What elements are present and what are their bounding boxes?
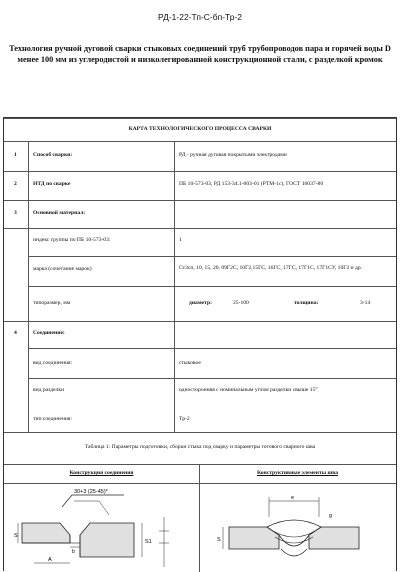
- card-title: КАРТА ТЕХНОЛОГИЧЕСКОГО ПРОЦЕССА СВАРКИ: [128, 126, 272, 132]
- row-number: 2: [14, 181, 17, 187]
- divider: [28, 348, 396, 349]
- joint-type-label: вид соединения:: [33, 360, 73, 366]
- ntd-value: ПБ 10-573-03, РД 153-34.1-003-01 (РТМ-1с), ГОСТ 16037-80: [179, 181, 324, 187]
- s1-label: S1: [145, 539, 152, 545]
- document-code: РД-1-22-Тп-С-бп-Тр-2: [157, 12, 243, 22]
- table-caption: Таблица 1: Параметры подготовки, сборки стыка под сварку и параметры готового сварного шва: [84, 444, 316, 450]
- grade-label: марка (сочетание марок): [33, 266, 92, 272]
- group-index-value: 1: [179, 237, 182, 243]
- bevel-value: односторонняя с номинальным углом разделки свыше 15°: [179, 387, 318, 393]
- grade-value: Ст3сп, 10, 15, 20, 09Г2С, 10Г2,15ГС, 16ГС, 17ГС, 17Г1С, 17Г1СУ, 10Г2 и др.: [179, 265, 363, 271]
- welding-method-label: Способ сварки:: [33, 152, 73, 158]
- bevel-label: вид разделки: [33, 387, 65, 393]
- divider: [4, 483, 396, 484]
- weld-elements-header: Конструктивные элементы шва: [256, 470, 339, 476]
- joint-label: Соединение:: [33, 330, 65, 336]
- joint-design-header: Конструкция соединения: [69, 470, 134, 476]
- divider: [28, 256, 396, 257]
- group-index-label: индекс группы по ПБ 10-573-03:: [33, 237, 111, 243]
- b-label: b: [72, 549, 75, 555]
- joint-code-label: тип соединения:: [33, 416, 73, 422]
- row-number: 1: [14, 152, 17, 158]
- size-label: типоразмер, мм: [33, 300, 71, 306]
- joint-type-value: стыковое: [179, 360, 201, 366]
- e-label: e: [291, 495, 295, 501]
- divider: [28, 141, 29, 432]
- diameter-value: 25-100: [233, 300, 249, 306]
- divider: [4, 118, 396, 119]
- divider: [4, 141, 396, 142]
- s-right-label: S: [217, 537, 221, 543]
- a-label: A: [48, 557, 52, 563]
- document-title: Технология ручной дуговой сварки стыковых соединений труб трубопроводов пара и горячей воды D менее 100 мм из углеродистой и низколегированной конструкционной стали, с разделкой кромок: [9, 44, 391, 65]
- divider: [4, 200, 396, 201]
- row-number: 3: [14, 210, 17, 216]
- weld-elements-drawing: [209, 487, 389, 571]
- divider: [4, 464, 396, 465]
- joint-design-drawing: [14, 487, 194, 571]
- divider: [28, 286, 396, 287]
- divider: [28, 378, 396, 379]
- divider: [4, 171, 396, 172]
- s-label: S: [14, 533, 18, 539]
- row-number: 4: [14, 330, 17, 336]
- divider: [199, 464, 200, 572]
- base-material-label: Основной материал:: [33, 210, 86, 216]
- divider: [4, 321, 396, 322]
- thickness-value: 3-14: [360, 300, 371, 306]
- joint-code-value: Тр-2: [179, 416, 190, 422]
- thickness-label: толщина:: [294, 300, 319, 306]
- g-label: g: [329, 513, 333, 519]
- ntd-label: НТД по сварке: [33, 181, 71, 187]
- process-card: [3, 117, 397, 571]
- divider: [4, 432, 396, 433]
- angle-dimension-label: 30+3 (25-45)*: [74, 489, 108, 495]
- diameter-label: диаметр:: [189, 300, 212, 306]
- divider: [174, 141, 175, 432]
- welding-method-value: РД - ручная дуговая покрытыми электродами: [179, 152, 287, 158]
- divider: [4, 228, 396, 229]
